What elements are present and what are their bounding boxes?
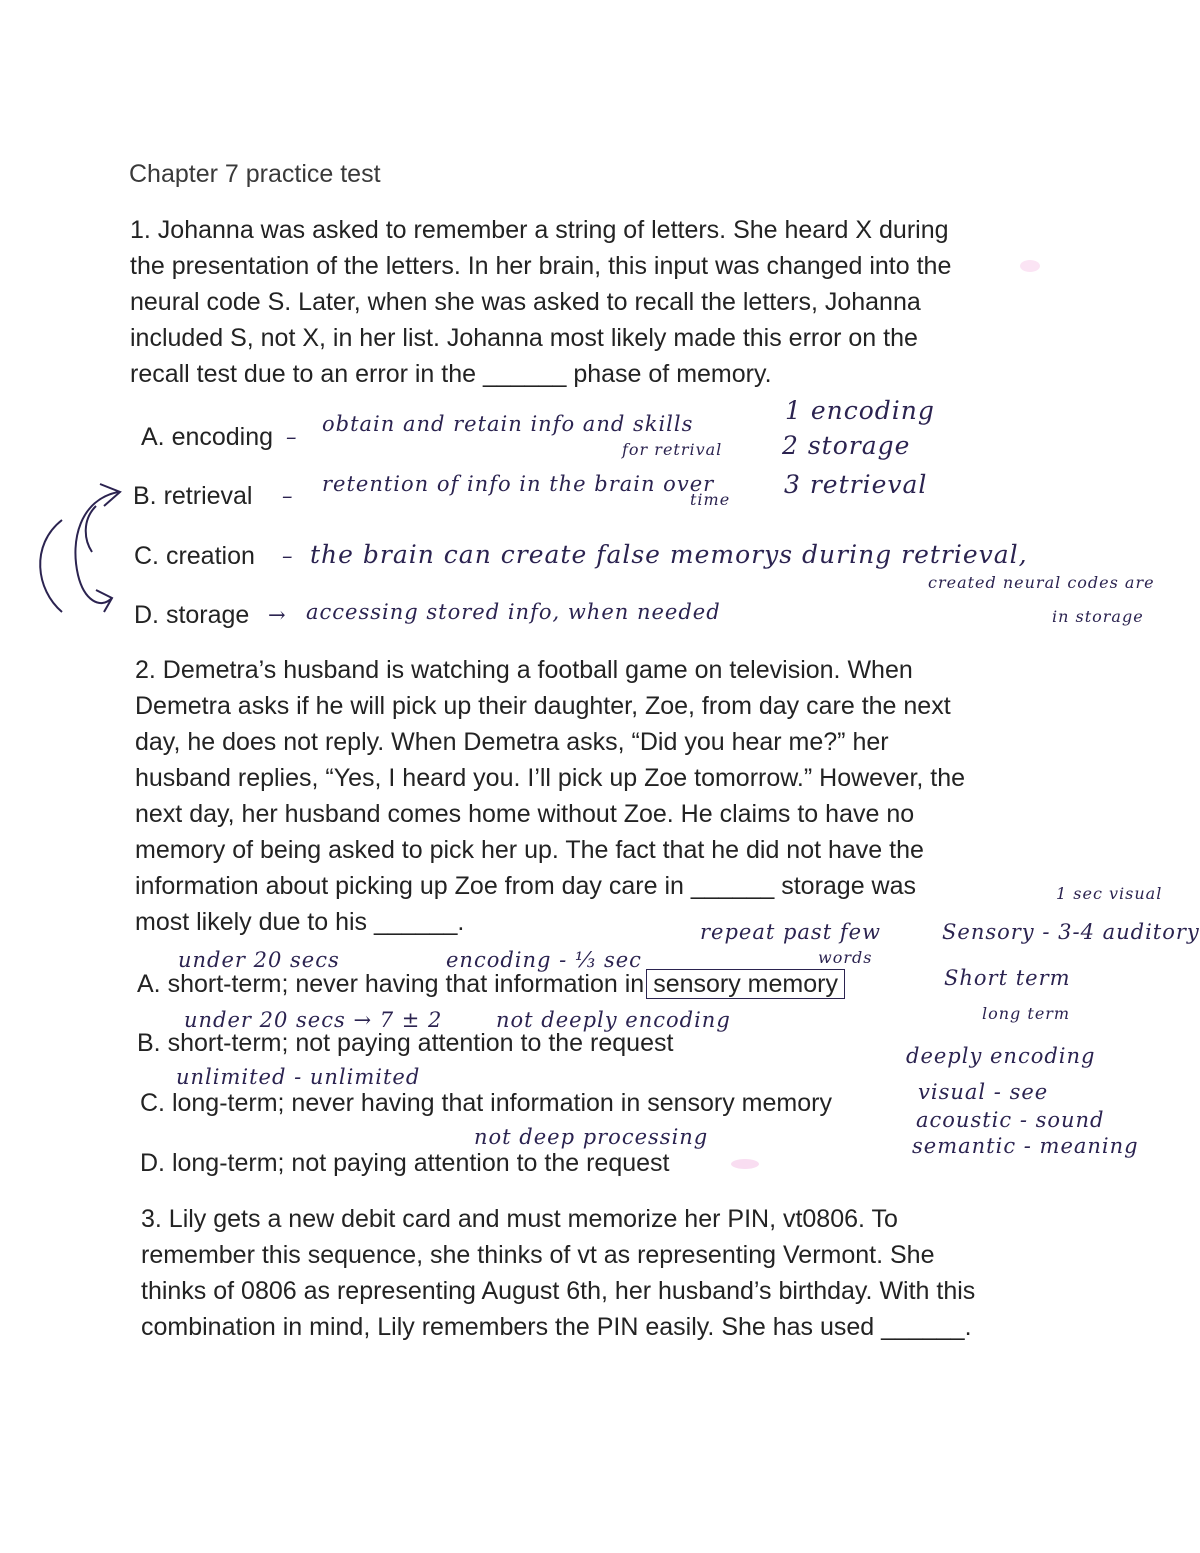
question-1-line: the presentation of the letters. In her brain, this input was changed into the	[130, 252, 952, 280]
question-1-line: recall test due to an error in the ______ phase of memory.	[130, 360, 772, 388]
highlighter-smudge	[731, 1159, 759, 1169]
note-under-20-secs: under 20 secs	[178, 948, 340, 972]
note-creation-definition-3: in storage	[1052, 607, 1144, 626]
note-creation-definition: the brain can create false memorys during retrieval,	[310, 540, 1028, 569]
question-3-line: remember this sequence, she thinks of vt as representing Vermont. She	[141, 1241, 935, 1269]
q1-option-c: C. creation	[134, 542, 255, 570]
question-2-line: husband replies, “Yes, I heard you. I’ll pick up Zoe tomorrow.” However, the	[135, 764, 966, 792]
swap-arrow-curve	[75, 492, 118, 603]
note-dash: –	[286, 425, 298, 449]
question-3-line: 3. Lily gets a new debit card and must memorize her PIN, vt0806. To	[141, 1205, 898, 1233]
note-retrieval-definition: retention of info in the brain over	[322, 472, 715, 496]
q2-option-c: C. long-term; never having that information in sensory memory	[140, 1089, 832, 1117]
note-storage-definition: accessing stored info, when needed	[306, 600, 721, 624]
note-repeat: repeat past few	[700, 920, 882, 944]
note-dash: –	[282, 544, 294, 568]
note-under-20-secs-capacity: under 20 secs → 7 ± 2	[184, 1008, 443, 1032]
note-sec-visual: 1 sec visual	[1056, 884, 1163, 903]
note-short-term: Short term	[944, 966, 1071, 990]
outer-bracket	[40, 520, 62, 612]
note-acoustic: acoustic - sound	[916, 1108, 1105, 1132]
question-1-line: neural code S. Later, when she was asked to recall the letters, Johanna	[130, 288, 921, 316]
q1-option-d: D. storage	[134, 601, 250, 629]
note-visual: visual - see	[918, 1080, 1049, 1104]
note-stage-1: 1 encoding	[785, 396, 935, 425]
question-2-line: memory of being asked to pick her up. The fact that he did not have the	[135, 836, 924, 864]
question-3-line: combination in mind, Lily remembers the PIN easily. She has used ______.	[141, 1313, 972, 1341]
note-long-term: long term	[982, 1004, 1071, 1023]
question-1-line: included S, not X, in her list. Johanna most likely made this error on the	[130, 324, 918, 352]
note-creation-definition-2: created neural codes are	[928, 573, 1155, 592]
note-sensory: Sensory - 3-4 auditory	[942, 920, 1200, 944]
note-semantic: semantic - meaning	[912, 1134, 1139, 1158]
q2-option-d: D. long-term; not paying attention to the request	[140, 1149, 670, 1177]
question-1-line: 1. Johanna was asked to remember a string of letters. She heard X during	[130, 216, 949, 244]
highlighter-smudge	[1020, 260, 1040, 272]
note-unlimited: unlimited - unlimited	[176, 1065, 421, 1089]
question-2-line: most likely due to his ______.	[135, 908, 465, 936]
question-2-line: Demetra asks if he will pick up their daughter, Zoe, from day care the next	[135, 692, 951, 720]
note-dash: –	[282, 484, 294, 508]
note-encoding-definition-2: for retrival	[622, 440, 723, 459]
q1-option-a: A. encoding	[141, 423, 274, 451]
note-arrow: →	[268, 603, 287, 627]
note-words: words	[818, 948, 873, 967]
question-3-line: thinks of 0806 as representing August 6th, her husband’s birthday. With this	[141, 1277, 976, 1305]
note-not-deep-processing: not deep processing	[474, 1125, 709, 1149]
note-retrieval-definition-2: time	[690, 490, 731, 509]
page-title: Chapter 7 practice test	[129, 160, 381, 188]
swap-arrow-head-bottom	[96, 590, 112, 612]
note-stage-2: 2 storage	[782, 431, 911, 460]
note-not-deeply-encoding: not deeply encoding	[496, 1008, 731, 1032]
question-2-line: day, he does not reply. When Demetra asks, “Did you hear me?” her	[135, 728, 889, 756]
question-2-line: next day, her husband comes home without Zoe. He claims to have no	[135, 800, 915, 828]
note-deeply-encoding: deeply encoding	[906, 1044, 1096, 1068]
question-2-line: information about picking up Zoe from day care in ______ storage was	[135, 872, 917, 900]
note-encoding-definition: obtain and retain info and skills	[322, 412, 694, 436]
q2-option-b: B. short-term; not paying attention to the request	[137, 1029, 674, 1057]
note-stage-3: 3 retrieval	[784, 470, 928, 499]
question-2-line: 2. Demetra’s husband is watching a football game on television. When	[135, 656, 913, 684]
boxed-sensory-memory: sensory memory	[646, 969, 845, 999]
note-encoding-time: encoding - ⅓ sec	[446, 948, 642, 972]
q2-option-a-text: A. short-term; never having that information in	[137, 970, 645, 998]
q1-option-b: B. retrieval	[133, 482, 253, 510]
